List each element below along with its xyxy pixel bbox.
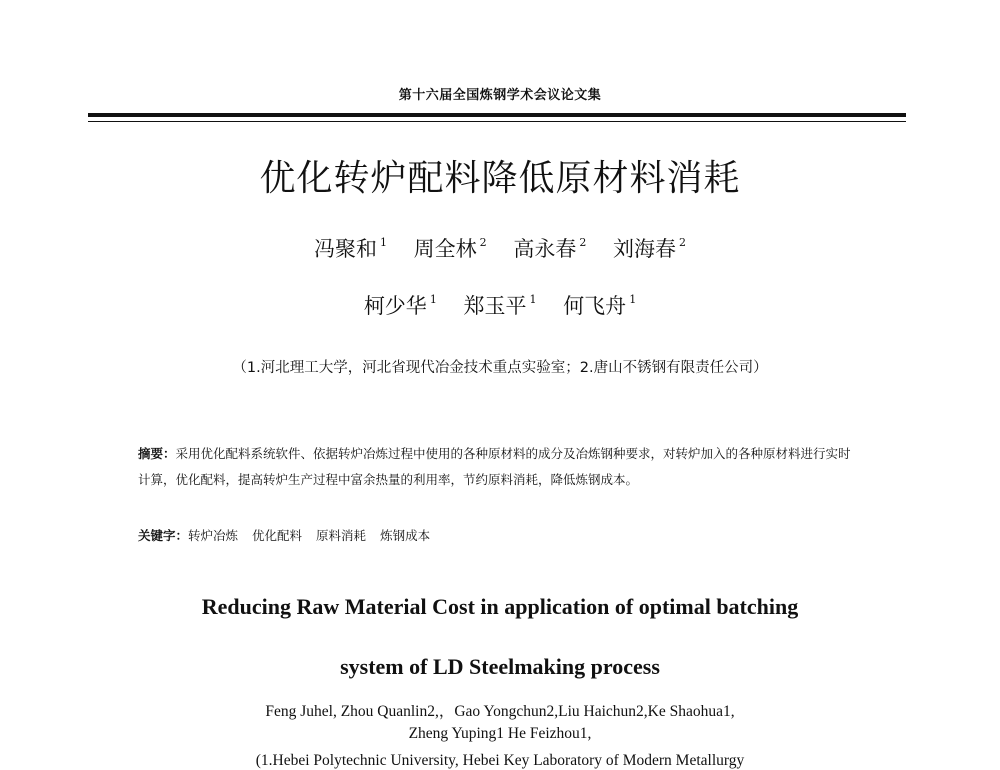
- authors-cn-line2: [0, 290, 1000, 320]
- affiliation-en-partial: (1.Hebei Polytechnic University, Hebei Key Laboratory of Modern Metallurgy: [255, 752, 745, 769]
- author-cn: [314, 233, 387, 263]
- running-header: 第十六届全国炼钢学术会议论文集: [398, 88, 602, 103]
- author-name: 郑玉平: [463, 294, 527, 318]
- abstract-label: 摘要：: [138, 446, 176, 461]
- affiliation-cn: （1.河北理工大学，河北省现代冶金技术重点实验室；2.唐山不锈钢有限责任公司）: [232, 360, 768, 376]
- keywords-label: 关键字：: [138, 528, 189, 543]
- author-cn: [513, 233, 586, 263]
- paper-title-cn: 优化转炉配料降低原材料消耗: [259, 158, 741, 199]
- abstract-cn: [138, 441, 858, 493]
- keyword: 炼钢成本: [380, 528, 431, 543]
- author-name: 冯聚和: [313, 237, 377, 261]
- author-affiliation-mark: 1: [529, 293, 537, 306]
- authors-cn-line1: [0, 233, 1000, 263]
- author-name: 周全林: [413, 237, 477, 261]
- abstract-text: 采用优化配料系统软件、依据转炉冶炼过程中使用的各种原材料的成分及冶炼钢种要求，对转炉加入的各种原材料进行实时计算，优化配料，提高转炉生产过程中富余热量的利用率，节约原料消耗，降低炼钢成本。: [138, 446, 851, 487]
- keywords-cn: [138, 526, 858, 544]
- keyword: 优化配料: [252, 528, 303, 543]
- author-affiliation-mark: 1: [429, 293, 437, 306]
- author-affiliation-mark: 2: [579, 236, 587, 249]
- author-cn: [414, 233, 487, 263]
- author-name: 高永春: [513, 237, 577, 261]
- author-cn: [563, 290, 636, 320]
- author-name: 柯少华: [363, 294, 427, 318]
- paper-title-en-line2: system of LD Steelmaking process: [340, 654, 660, 679]
- author-affiliation-mark: 2: [479, 236, 487, 249]
- author-name: 何飞舟: [563, 294, 627, 318]
- keyword: 原料消耗: [316, 528, 367, 543]
- header-rule-thin: [88, 121, 906, 122]
- author-name: 刘海春: [613, 237, 677, 261]
- paper-title-en-line1: Reducing Raw Material Cost in application of optimal batching: [201, 594, 799, 619]
- header-rule-thick: [88, 113, 906, 117]
- keyword: 转炉冶炼: [188, 528, 239, 543]
- author-affiliation-mark: 1: [379, 236, 387, 249]
- authors-en-line1: Feng Juhel, Zhou Quanlin2,，Gao Yongchun2,Liu Haichun2,Ke Shaohua1,: [265, 703, 735, 720]
- author-cn: [464, 290, 537, 320]
- author-affiliation-mark: 1: [629, 293, 637, 306]
- author-cn: [613, 233, 686, 263]
- authors-en-line2: Zheng Yuping1 He Feizhou1,: [408, 725, 592, 742]
- author-affiliation-mark: 2: [679, 236, 687, 249]
- author-cn: [364, 290, 437, 320]
